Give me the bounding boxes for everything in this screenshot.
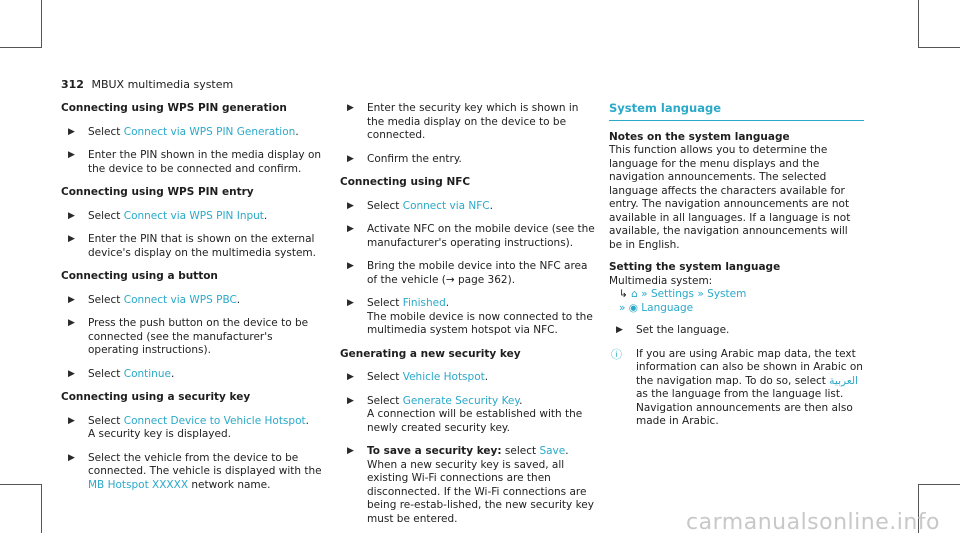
arrow-icon: ▶	[68, 415, 75, 426]
arrow-icon: ▶	[68, 126, 75, 137]
home-icon[interactable]: ⌂	[631, 288, 638, 300]
menu-link[interactable]: Connect via NFC	[402, 199, 490, 212]
arrow-icon: ▶	[68, 368, 75, 379]
nav-label: Multimedia system:	[609, 274, 713, 287]
nav-path	[609, 288, 864, 315]
step: ▶ Select Finished. The mobile device is now connected to the multimedia system hotspot via NFC.	[347, 297, 593, 336]
step: ▶ To save a security key: select Save. When a new security key is saved, all existing Wi-Fi connections are then disconnected. If the Wi-Fi connections are being re-estab-lished, the new security key must be entered.	[347, 445, 594, 525]
arrow-icon: ▶	[616, 325, 623, 335]
arrow-icon: ▶	[68, 452, 75, 463]
menu-link[interactable]: Save	[539, 445, 566, 457]
menu-link[interactable]: Finished	[402, 297, 446, 309]
arrow-icon: ▶	[347, 153, 354, 164]
crop-mark	[0, 484, 42, 485]
step: ▶ Confirm the entry.	[347, 152, 462, 165]
watermark: carmanualsonline.info	[686, 509, 940, 535]
column-2	[340, 102, 598, 536]
chevron-right-icon: »	[641, 288, 648, 300]
globe-icon: ◉	[628, 301, 638, 314]
crop-mark	[918, 0, 919, 48]
step: ▶ Enter the PIN that is shown on the external device's display on the multimedia system.	[68, 233, 316, 259]
step: ▶ Select Connect Device to Vehicle Hotspot. A security key is displayed.	[68, 414, 309, 440]
chevron-right-icon: »	[619, 301, 626, 314]
arrow-icon: ▶	[68, 210, 75, 221]
network-name: MB Hotspot XXXXX	[88, 478, 189, 491]
arrow-icon: ▶	[347, 372, 354, 382]
crop-mark	[0, 47, 42, 48]
step: ▶ Select Connect via NFC.	[347, 199, 493, 212]
step: ▶ Enter the PIN shown in the media display on the device to be connected and confirm.	[68, 149, 322, 175]
arrow-icon: ▶	[347, 446, 354, 456]
heading-button: Connecting using a button	[61, 270, 218, 282]
menu-link[interactable]: Connect via WPS PBC	[123, 293, 237, 306]
enter-arrow-icon: ↳	[619, 288, 628, 300]
heading-security-key: Connecting using a security key	[61, 391, 251, 403]
menu-link[interactable]: Connect via WPS PIN Generation	[123, 125, 296, 138]
arrow-icon: ▶	[347, 103, 354, 113]
page-number: 312	[61, 78, 84, 91]
step: ▶ Select Connect via WPS PBC.	[68, 293, 241, 306]
menu-link[interactable]: Vehicle Hotspot	[402, 371, 485, 383]
step: ▶ Enter the security key which is shown in the media display on the device to be connected.	[347, 102, 579, 141]
step: ▶ Select Continue.	[68, 367, 175, 380]
notes-text: This function allows you to determine the language for the menu displays and the navigation announcements. The selected language affects the characters available for entry. The navigation announcements are not available in all languages. If a language is not available, the navigation announcements will be in English.	[609, 144, 851, 251]
heading-notes: Notes on the system language	[609, 130, 790, 143]
crop-mark	[918, 47, 960, 48]
column-1	[61, 102, 323, 502]
arabic-option[interactable]: العربية	[829, 374, 858, 387]
info-note: ⓘ If you are using Arabic map data, the text information can also be shown in Arabic on the navigation map. To do so, select العربية as the language from the language list. Navigation announcements are then also made in Arabic.	[611, 347, 863, 427]
arrow-icon: ▶	[347, 261, 354, 271]
menu-link[interactable]: Continue	[123, 367, 171, 380]
step: ▶ Select the vehicle from the device to be connected. The vehicle is displayed with the MB Hotspot XXXXX network name.	[68, 451, 322, 491]
crop-mark	[918, 484, 960, 485]
step: ▶ Set the language.	[616, 324, 730, 336]
page-title: MBUX multimedia system	[91, 78, 234, 91]
crop-mark	[41, 484, 42, 533]
menu-link[interactable]: Generate Security Key	[402, 394, 520, 407]
menu-link[interactable]: Connect Device to Vehicle Hotspot	[123, 414, 306, 427]
arrow-icon: ▶	[347, 224, 354, 234]
crop-mark	[41, 0, 42, 48]
section-title: System language	[609, 102, 864, 121]
heading-wps-pin-entry: Connecting using WPS PIN entry	[61, 186, 254, 198]
arrow-icon: ▶	[347, 395, 354, 406]
heading-wps-pin-generation: Connecting using WPS PIN generation	[61, 102, 287, 114]
arrow-icon: ▶	[347, 200, 354, 211]
info-icon: ⓘ	[611, 347, 622, 361]
step: ▶ Bring the mobile device into the NFC area of the vehicle (→ page 362).	[347, 260, 588, 286]
column-3	[609, 102, 864, 429]
heading-nfc: Connecting using NFC	[340, 176, 471, 188]
menu-link-system[interactable]: System	[707, 288, 747, 300]
step: ▶ Select Generate Security Key. A connection will be established with the newly created security key.	[347, 394, 583, 434]
menu-link-settings[interactable]: Settings	[650, 288, 695, 300]
arrow-icon: ▶	[68, 294, 75, 305]
menu-link-language[interactable]: Language	[641, 301, 694, 314]
step: ▶ Select Connect via WPS PIN Input.	[68, 209, 268, 222]
arrow-icon: ▶	[347, 298, 354, 308]
step: ▶ Press the push button on the device to be connected (see the manufacturer's operating instructions).	[68, 317, 309, 356]
arrow-icon: ▶	[68, 234, 75, 244]
heading-setting: Setting the system language	[609, 261, 781, 273]
step: ▶ Activate NFC on the mobile device (see the manufacturer's operating instructions).	[347, 223, 595, 249]
arrow-icon: ▶	[68, 318, 75, 328]
step: ▶ Select Connect via WPS PIN Generation.	[68, 125, 299, 138]
page-header	[61, 78, 233, 92]
step: ▶ Select Vehicle Hotspot.	[347, 371, 489, 383]
chevron-right-icon: »	[697, 288, 704, 300]
menu-link[interactable]: Connect via WPS PIN Input	[123, 209, 264, 222]
arrow-icon: ▶	[68, 150, 75, 160]
heading-generate-key: Generating a new security key	[340, 347, 521, 360]
